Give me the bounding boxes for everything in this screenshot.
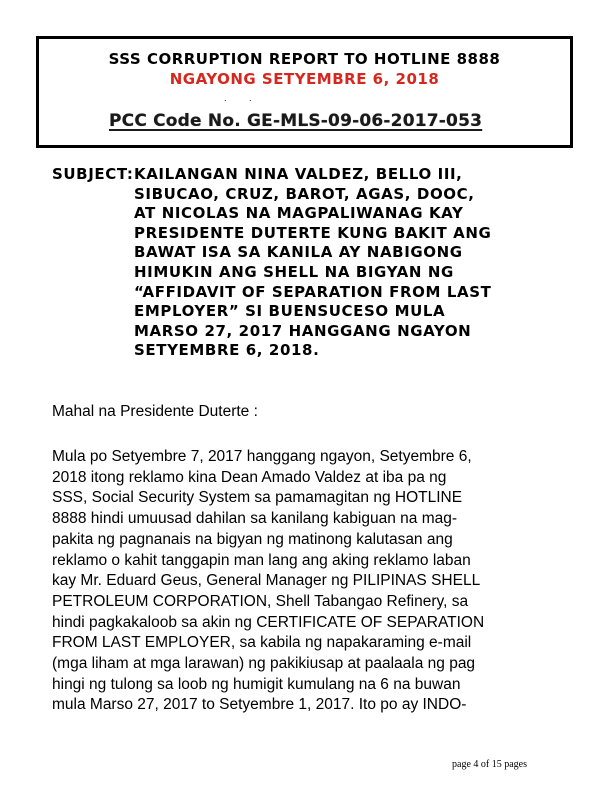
subject-line: AT NICOLAS NA MAGPALIWANAG KAY xyxy=(134,204,464,223)
subject-line: HIMUKIN ANG SHELL NA BIGYAN NG xyxy=(134,262,454,281)
body-line: 8888 hindi umuusad dahilan sa kanilang kabiguan na mag- xyxy=(52,510,458,528)
body-line: (mga liham at mga larawan) ng pakikiusap at paalaala ng pag xyxy=(52,655,476,673)
body-line: pakita ng pagnanais na bigyan ng matinong kalutasan ang xyxy=(52,530,453,548)
body-line: PETROLEUM CORPORATION, Shell Tabangao Refinery, sa xyxy=(52,592,469,610)
subject-line: SETYEMBRE 6, 2018. xyxy=(134,341,320,360)
body-line: Mula po Setyembre 7, 2017 hanggang ngayon, Setyembre 6, xyxy=(52,448,472,465)
subject-line: EMPLOYER” SI BUENSUCESO MULA xyxy=(134,302,446,321)
report-header-box xyxy=(36,36,573,148)
subject-line: MARSO 27, 2017 HANGGANG NGAYON xyxy=(134,321,472,340)
subject-line: PRESIDENTE DUTERTE KUNG BAKIT ANG xyxy=(134,223,492,242)
body-line: mula Marso 27, 2017 to Setyembre 1, 2017. Ito po ay INDO- xyxy=(52,696,467,714)
body-line: hindi pagkakaloob sa akin ng CERTIFICATE OF SEPARATION xyxy=(52,613,485,631)
letter-body xyxy=(52,447,484,716)
report-date: NGAYONG SETYEMBRE 6, 2018 xyxy=(169,70,440,88)
subject-label: SUBJECT: xyxy=(52,165,134,183)
body-line: SSS, Social Security System sa pamamagitan ng HOTLINE xyxy=(52,489,463,507)
salutation: Mahal na Presidente Duterte : xyxy=(52,403,258,420)
pcc-code: PCC Code No. GE-MLS-09-06-2017-053 xyxy=(109,111,483,131)
header-marks: . . xyxy=(224,93,262,103)
body-line: reklamo o kahit tanggapin man lang ang aking reklamo laban xyxy=(52,551,471,569)
subject-line: BAWAT ISA SA KANILA AY NABIGONG xyxy=(134,243,463,262)
subject-line: KAILANGAN NINA VALDEZ, BELLO III, xyxy=(134,165,463,183)
subject-text xyxy=(134,165,564,361)
page-number: page 4 of 15 pages xyxy=(452,759,527,770)
body-line: kay Mr. Eduard Geus, General Manager ng PILIPINAS SHELL xyxy=(52,572,481,590)
body-line: hingi ng tulong sa loob ng humigit kumulang na 6 na buwan xyxy=(52,675,461,693)
body-line: 2018 itong reklamo kina Dean Amado Valdez at iba pa ng xyxy=(52,468,447,486)
subject-line: SIBUCAO, CRUZ, BAROT, AGAS, DOOC, xyxy=(134,184,475,203)
body-line: FROM LAST EMPLOYER, sa kabila ng napakaraming e-mail xyxy=(52,634,472,652)
subject-line: “AFFIDAVIT OF SEPARATION FROM LAST xyxy=(134,282,492,301)
report-title: SSS CORRUPTION REPORT TO HOTLINE 8888 xyxy=(108,50,501,68)
